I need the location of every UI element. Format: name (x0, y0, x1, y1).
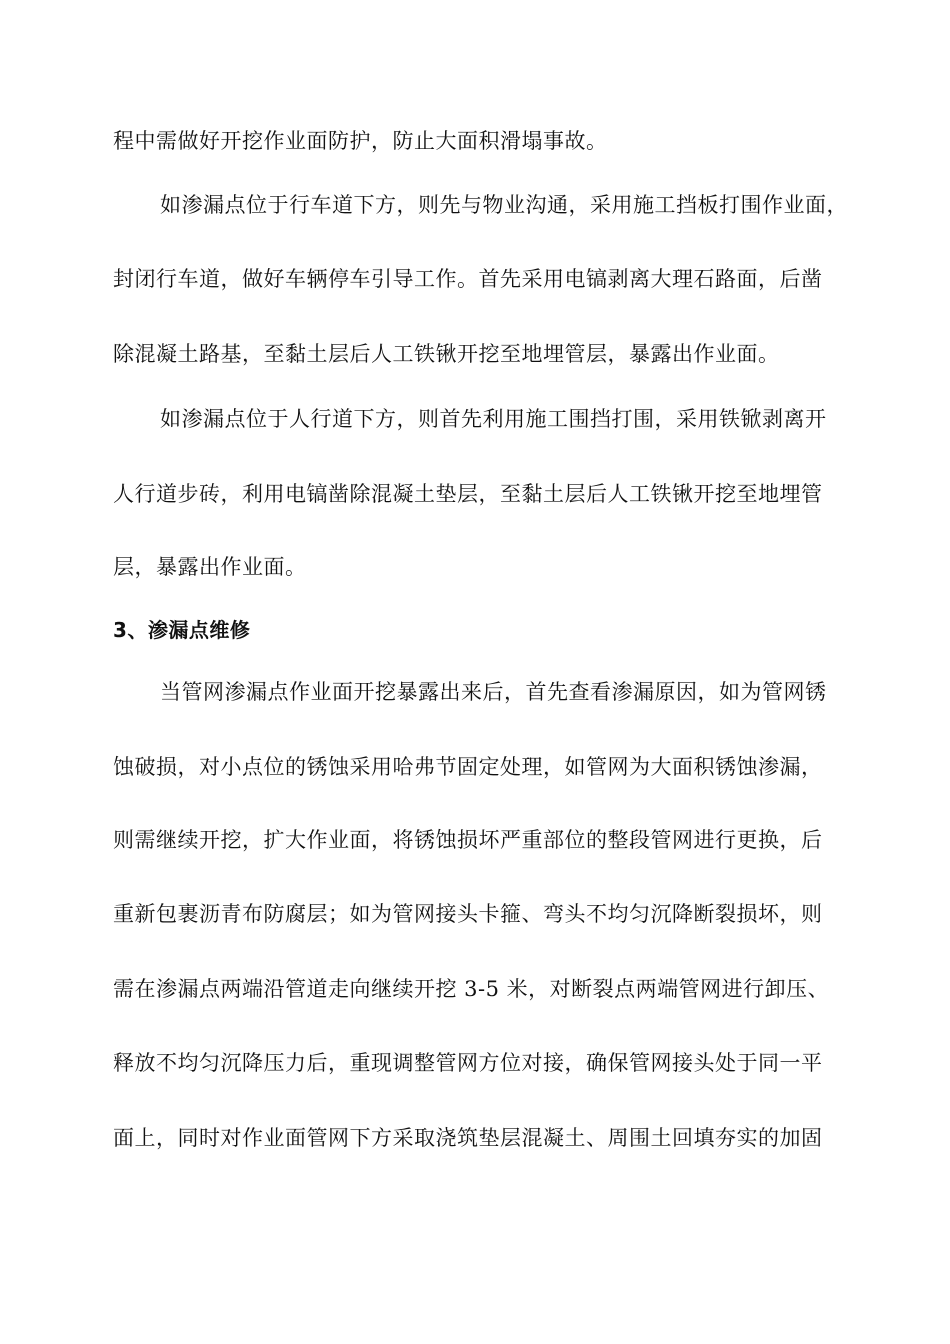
paragraph-line: 则需继续开挖，扩大作业面，将锈蚀损坏严重部位的整段管网进行更换，后 (113, 828, 823, 852)
paragraph-line: 除混凝土路基，至黏土层后人工铁锹开挖至地埋管层，暴露出作业面。 (113, 342, 780, 366)
paragraph-line: 人行道步砖，利用电镐凿除混凝土垫层，至黏土层后人工铁锹开挖至地埋管 (113, 482, 823, 506)
paragraph-line: 封闭行车道，做好车辆停车引导工作。首先采用电镐剥离大理石路面，后凿 (113, 267, 823, 291)
paragraph-line: 面上，同时对作业面管网下方采取浇筑垫层混凝土、周围土回填夯实的加固 (113, 1126, 823, 1150)
paragraph-line: 蚀破损，对小点位的锈蚀采用哈弗节固定处理，如管网为大面积锈蚀渗漏， (113, 755, 823, 779)
paragraph-line: 需在渗漏点两端沿管道走向继续开挖 3-5 米，对断裂点两端管网进行卸压、 (113, 977, 830, 1001)
paragraph-line: 当管网渗漏点作业面开挖暴露出来后，首先查看渗漏原因，如为管网锈 (160, 680, 827, 704)
paragraph-line: 重新包裹沥青布防腐层；如为管网接头卡箍、弯头不均匀沉降断裂损坏，则 (113, 902, 823, 926)
paragraph-line: 程中需做好开挖作业面防护，防止大面积滑塌事故。 (113, 129, 608, 153)
section-heading: 3、渗漏点维修 (113, 618, 251, 642)
paragraph-line: 如渗漏点位于行车道下方，则先与物业沟通，采用施工挡板打围作业面， (160, 193, 848, 217)
paragraph-line: 如渗漏点位于人行道下方，则首先利用施工围挡打围，采用铁锨剥离开 (160, 407, 827, 431)
paragraph-line: 释放不均匀沉降压力后，重现调整管网方位对接，确保管网接头处于同一平 (113, 1051, 823, 1075)
paragraph-line: 层，暴露出作业面。 (113, 555, 307, 579)
